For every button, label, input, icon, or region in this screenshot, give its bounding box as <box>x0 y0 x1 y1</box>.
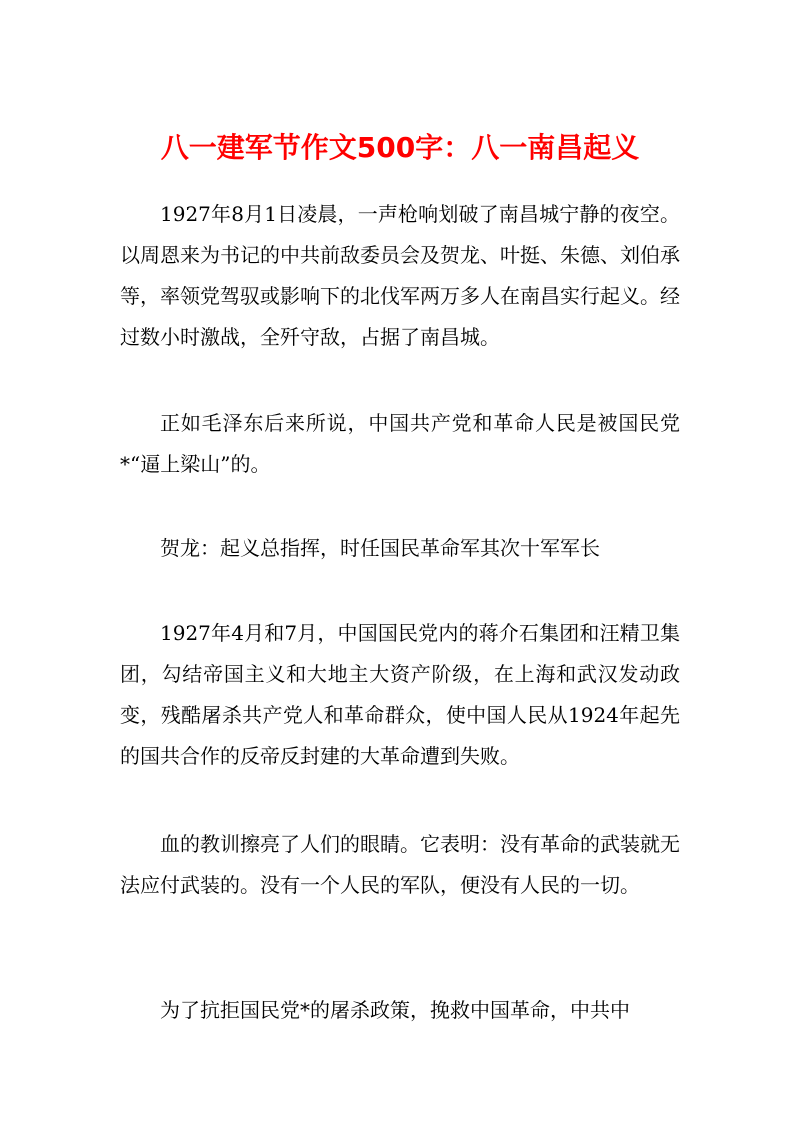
paragraph-6: 为了抗拒国民党*的屠杀政策，挽救中国革命，中共中 <box>160 998 630 1022</box>
paragraph-2: 正如毛泽东后来所说，中国共产党和革命人民是被国民党*“逼上梁山”的。 <box>120 411 680 476</box>
paragraph-5: 血的教训擦亮了人们的眼睛。它表明：没有革命的武装就无法应付武装的。没有一个人民的军队，便没有人民的一切。 <box>120 832 680 897</box>
page-title: 八一建军节作文500字：八一南昌起义 <box>160 131 640 164</box>
paragraph-3: 贺龙：起义总指挥，时任国民革命军其次十军军长 <box>160 536 600 560</box>
paragraph-1: 1927年8月1日凌晨，一声枪响划破了南昌城宁静的夜空。以周恩来为书记的中共前敌委员会及贺龙、叶挺、朱德、刘伯承等，率领党驾驭或影响下的北伐军两万多人在南昌实行起义。经过数小时激战，全歼守敌，占据了南昌城。 <box>120 202 680 349</box>
paragraph-4: 1927年4月和7月，中国国民党内的蒋介石集团和汪精卫集团，勾结帝国主义和大地主大资产阶级，在上海和武汉发动政变，残酷屠杀共产党人和革命群众，使中国人民从1924年起先的国共合作的反帝反封建的大革命遭到失败。 <box>120 621 680 768</box>
